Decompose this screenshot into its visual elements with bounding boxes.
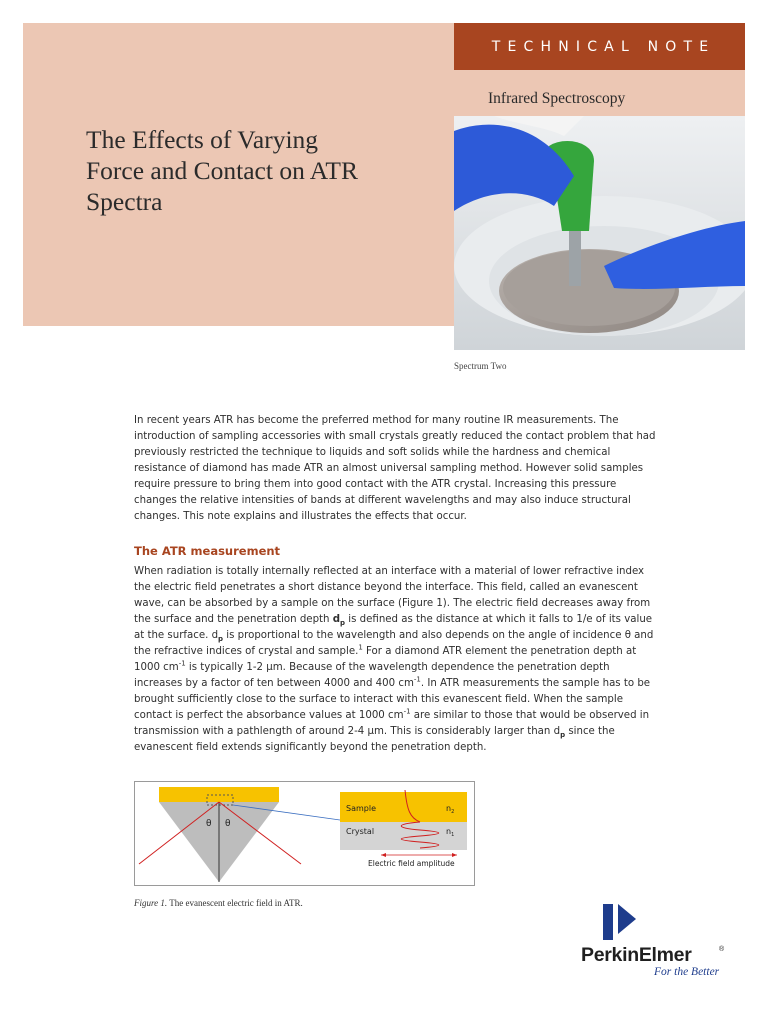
amplitude-label: Electric field amplitude [368, 859, 455, 868]
category-label: Infrared Spectroscopy [488, 90, 626, 107]
brand-tagline: For the Better [654, 966, 720, 978]
n2-label: $n_2$ [446, 804, 455, 815]
dp-symbol: $d_p$ [211, 630, 224, 644]
figure-caption: Figure 1. The evanescent electric field in ATR. [134, 898, 303, 908]
photo-caption: Spectrum Two [454, 361, 507, 371]
crystal-label: Crystal [346, 827, 375, 836]
section-heading: The ATR measurement [134, 544, 281, 558]
theta-left: θ [206, 819, 212, 829]
dp-symbol: $d_p$ [553, 726, 566, 740]
figure-1 [134, 781, 475, 886]
sample-label: Sample [346, 804, 376, 813]
brand-name: PerkinElmer [581, 944, 692, 966]
dp-symbol: $d_p$ [332, 614, 346, 628]
page-title: The Effects of Varying Force and Contact on ATR Spectra [86, 125, 358, 216]
theta-right: θ [225, 819, 231, 829]
intro-paragraph: In recent years ATR has become the preferred method for many routine IR measurements. The introduction of sampling accessories with small crystals greatly reduced the contact problem that had previously restricted the technique to liquids and soft solids while the hardness and chemical resistance of diamond has made ATR an almost universal sampling method. However solid samples require pressure to bring them into good contact with the ATR crystal. Increasing this pressure changes the relative intensities of bands at different wavelengths and may also induce structural changes. This note explains and illustrates the effects that occur. [134, 415, 656, 522]
registered-mark: ® [719, 946, 725, 953]
technical-note-banner: TECHNICAL NOTE [454, 23, 745, 70]
n1-label: $n_1$ [446, 827, 455, 838]
spectrometer-photo [454, 116, 745, 350]
atr-paragraph: When radiation is totally internally reflected at an interface with a material of lower refractive index the electric field penetrates a short distance beyond the interface. This field, called an evanescent wave, can be absorbed by a sample on the surface (Figure 1). The electric field decreases away from the surface and the penetration depth $d_p$ is defined as the distance at which it falls to 1/e of its value at the surface. $d_p$ is proportional to the wavelength and also depends on the angle of incidence θ and the refractive indices of crystal and sample.$^1$ For a diamond ATR element the penetration depth at 1000 $cm^{-1}$ is typically 1-2 µm. Because of the wavelength dependence the penetration depth increases by a factor of ten between 4000 and 400 $cm^{-1}$. In ATR measurements the sample has to be brought sufficiently close to the surface to interact with this evanescent field. When the sample contact is perfect the absorbance values at 1000 $cm^{-1}$ are similar to those that would be observed in transmission with a pathlength of around 2-4 µm. This is considerably larger than $d_p$ since the evanescent field extends significantly beyond the penetration depth. [134, 566, 654, 753]
